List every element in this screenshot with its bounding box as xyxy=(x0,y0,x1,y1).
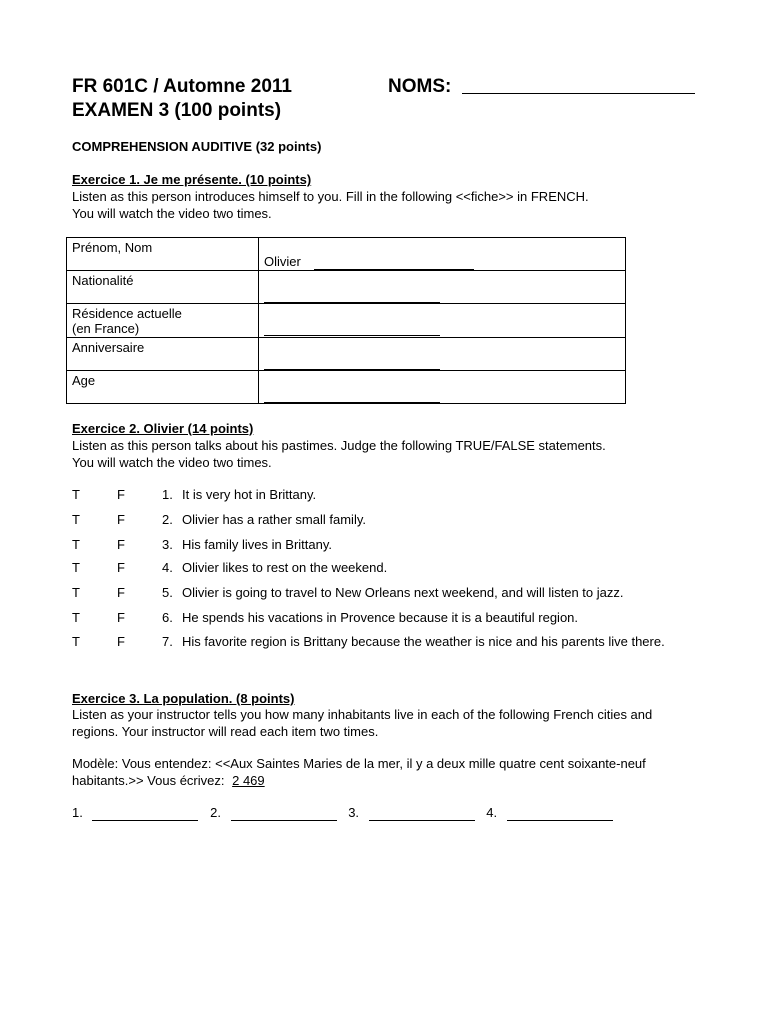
answer-number: 1. xyxy=(72,805,83,820)
statement-text: He spends his vacations in Provence because it is a beautiful region. xyxy=(182,610,579,625)
model-text: Modèle: Vous entendez: <<Aux Saintes Maries de la mer, il y a deux mille quatre cent soixante-neuf xyxy=(72,756,646,771)
answer-blank[interactable] xyxy=(264,354,440,370)
fiche-answer[interactable] xyxy=(264,387,440,403)
model-prompt: habitants.>> Vous écrivez: xyxy=(72,773,225,788)
item-number: 1. xyxy=(162,487,173,502)
answer-number: 4. xyxy=(486,805,498,820)
model-answer: 2 469 xyxy=(232,773,265,788)
true-option[interactable]: T xyxy=(72,585,80,600)
item-number: 2. xyxy=(162,512,173,527)
fiche-answer[interactable] xyxy=(264,287,440,303)
fiche-label: Anniversaire xyxy=(67,338,259,371)
statement-text: His family lives in Brittany. xyxy=(182,537,333,552)
true-option[interactable]: T xyxy=(72,537,80,552)
answer-number: 3. xyxy=(348,805,360,820)
item-number: 5. xyxy=(162,585,173,600)
false-option[interactable]: F xyxy=(117,610,125,625)
ex3-title: Exercice 3. La population. (8 points) xyxy=(72,691,295,706)
statement-text: Olivier likes to rest on the weekend. xyxy=(182,560,388,575)
fiche-answer[interactable] xyxy=(264,254,474,270)
fiche-value-cell[interactable] xyxy=(259,238,626,271)
section-title: COMPREHENSION AUDITIVE (32 points) xyxy=(72,139,322,154)
population-answer-blank[interactable] xyxy=(92,805,198,821)
ex1-title: Exercice 1. Je me présente. (10 points) xyxy=(72,172,312,187)
ex1-instruction-2: You will watch the video two times. xyxy=(72,206,272,221)
fiche-row xyxy=(67,304,626,338)
answer-blank[interactable] xyxy=(314,254,474,270)
fiche-label-multiline xyxy=(67,304,259,338)
fiche-row xyxy=(67,271,626,304)
false-option[interactable]: F xyxy=(117,585,125,600)
ex2-title: Exercice 2. Olivier (14 points) xyxy=(72,421,254,436)
fiche-label: Nationalité xyxy=(67,271,259,304)
fiche-answer[interactable] xyxy=(264,354,440,370)
population-answer-blank[interactable] xyxy=(231,805,337,821)
fiche-label: Prénom, Nom xyxy=(67,238,259,271)
fiche-label: Age xyxy=(67,371,259,404)
statement-text: It is very hot in Brittany. xyxy=(182,487,317,502)
statement-text: Olivier is going to travel to New Orleans next weekend, and will listen to jazz. xyxy=(182,585,624,600)
answer-blank[interactable] xyxy=(264,387,440,403)
true-option[interactable]: T xyxy=(72,610,80,625)
statement-text: His favorite region is Brittany because the weather is nice and his parents live there. xyxy=(182,634,665,649)
ex3-instruction: Listen as your instructor tells you how many inhabitants live in each of the following French cities and xyxy=(72,707,653,722)
names-label: NOMS: xyxy=(388,76,452,97)
false-option[interactable]: F xyxy=(117,560,125,575)
fiche-label: Résidence actuelle xyxy=(72,306,182,321)
fiche-label-sub: (en France) xyxy=(72,321,140,336)
statement-text: Olivier has a rather small family. xyxy=(182,512,366,527)
true-option[interactable]: T xyxy=(72,487,80,502)
course-title: FR 601C / Automne 2011 xyxy=(72,76,292,97)
population-answer-blank[interactable] xyxy=(507,805,613,821)
fiche-row xyxy=(67,371,626,404)
fiche-row xyxy=(67,338,626,371)
answer-blank[interactable] xyxy=(264,287,440,303)
false-option[interactable]: F xyxy=(117,537,125,552)
false-option[interactable]: F xyxy=(117,487,125,502)
ex1-instruction: Listen as this person introduces himself to you. Fill in the following <<fiche>> in FRENCH. xyxy=(72,189,589,204)
population-answer-blank[interactable] xyxy=(369,805,475,821)
answer-blank[interactable] xyxy=(264,320,440,336)
model-text-2 xyxy=(72,773,265,788)
fiche-value-cell[interactable] xyxy=(259,304,626,338)
fiche-row xyxy=(67,238,626,271)
population-answers xyxy=(72,805,613,821)
item-number: 3. xyxy=(162,537,173,552)
false-option[interactable]: F xyxy=(117,634,125,649)
exam-title: EXAMEN 3 (100 points) xyxy=(72,100,282,121)
ex2-instruction-2: You will watch the video two times. xyxy=(72,455,272,470)
fiche-value-cell[interactable] xyxy=(259,371,626,404)
fiche-table xyxy=(66,237,626,404)
answer-number: 2. xyxy=(210,805,221,820)
fiche-answer[interactable] xyxy=(264,320,440,336)
ex3-instruction-2: regions. Your instructor will read each item two times. xyxy=(72,724,379,739)
names-field[interactable] xyxy=(462,93,695,94)
fiche-value-cell[interactable] xyxy=(259,338,626,371)
true-option[interactable]: T xyxy=(72,512,80,527)
item-number: 6. xyxy=(162,610,173,625)
false-option[interactable]: F xyxy=(117,512,125,527)
true-option[interactable]: T xyxy=(72,560,80,575)
true-option[interactable]: T xyxy=(72,634,80,649)
ex2-instruction: Listen as this person talks about his pastimes. Judge the following TRUE/FALSE statements. xyxy=(72,438,606,453)
item-number: 7. xyxy=(162,634,173,649)
fiche-prefilled-value: Olivier xyxy=(264,254,301,269)
fiche-value-cell[interactable] xyxy=(259,271,626,304)
item-number: 4. xyxy=(162,560,173,575)
